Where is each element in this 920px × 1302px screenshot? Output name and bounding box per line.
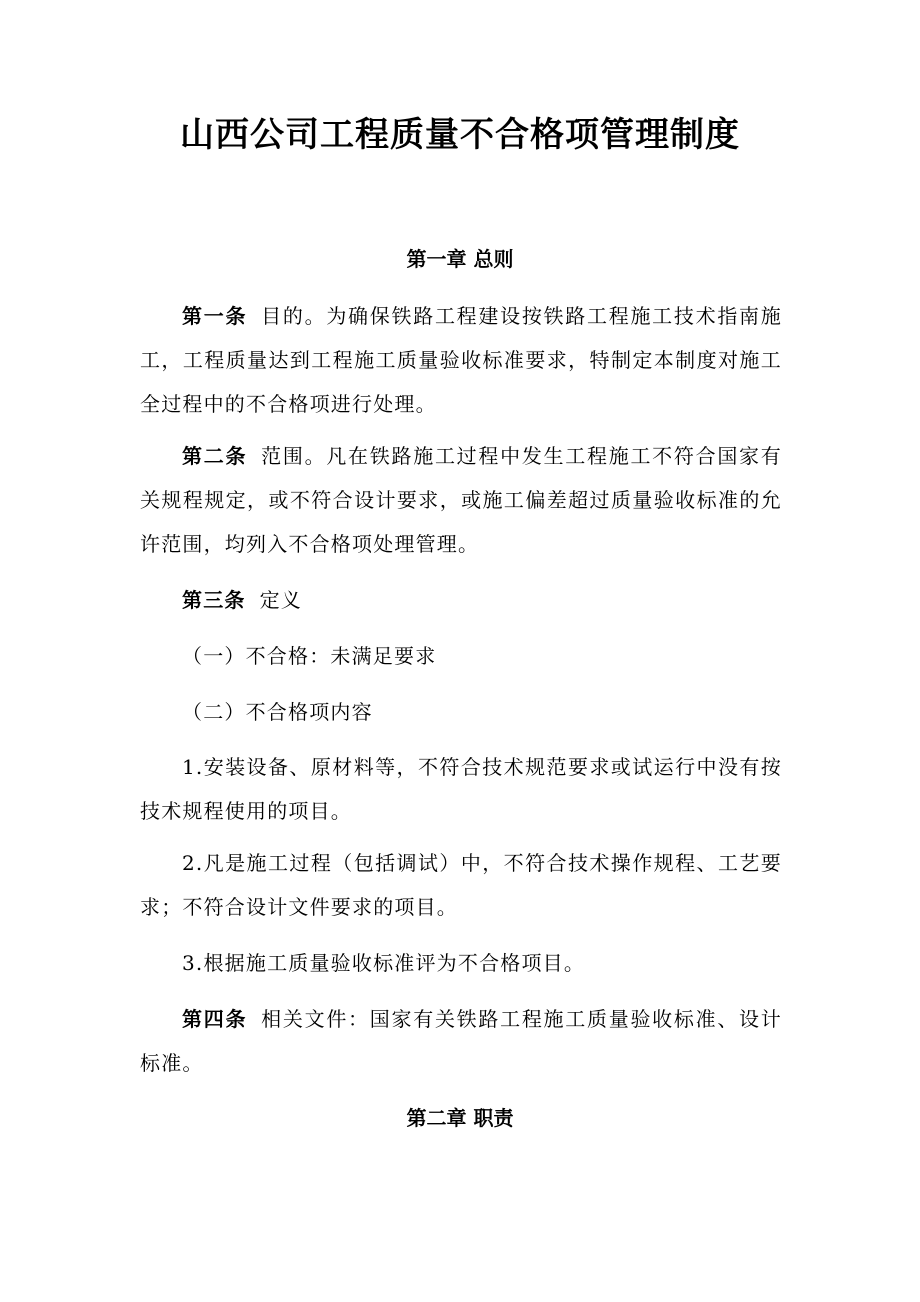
definition-1: （一）不合格：未满足要求	[182, 644, 437, 668]
article-1-label: 第一条	[182, 304, 248, 328]
chapter-2-heading: 第二章 职责	[406, 1106, 514, 1130]
article-4	[140, 997, 782, 1085]
article-4-text: 相关文件：国家有关铁路工程施工质量验收标准、设计标准。	[140, 1007, 782, 1075]
article-2-label: 第二条	[182, 444, 248, 468]
list-item-2: 2.凡是施工过程（包括调试）中，不符合技术操作规程、工艺要求；不符合设计文件要求的项目。	[140, 851, 782, 919]
article-1	[140, 294, 782, 426]
article-1-text: 目的。为确保铁路工程建设按铁路工程施工技术指南施工，工程质量达到工程施工质量验收标准要求，特制定本制度对施工全过程中的不合格项进行处理。	[140, 304, 782, 416]
article-2	[140, 434, 782, 566]
article-4-label: 第四条	[182, 1007, 248, 1031]
list-item-1: 1.安装设备、原材料等，不符合技术规范要求或试运行中没有按技术规程使用的项目。	[140, 755, 782, 823]
definition-2: （二）不合格项内容	[182, 700, 373, 724]
article-3-text: 定义	[259, 588, 303, 612]
article-2-text: 范围。凡在铁路施工过程中发生工程施工不符合国家有关规程规定，或不符合设计要求，或施工偏差超过质量验收标准的允许范围，均列入不合格项处理管理。	[140, 444, 782, 556]
chapter-1-heading: 第一章 总则	[406, 247, 514, 271]
article-3-label: 第三条	[182, 588, 246, 612]
list-item-3: 3.根据施工质量验收标准评为不合格项目。	[182, 951, 586, 975]
article-3	[140, 578, 782, 622]
document-title: 山西公司工程质量不合格项管理制度	[180, 115, 740, 155]
